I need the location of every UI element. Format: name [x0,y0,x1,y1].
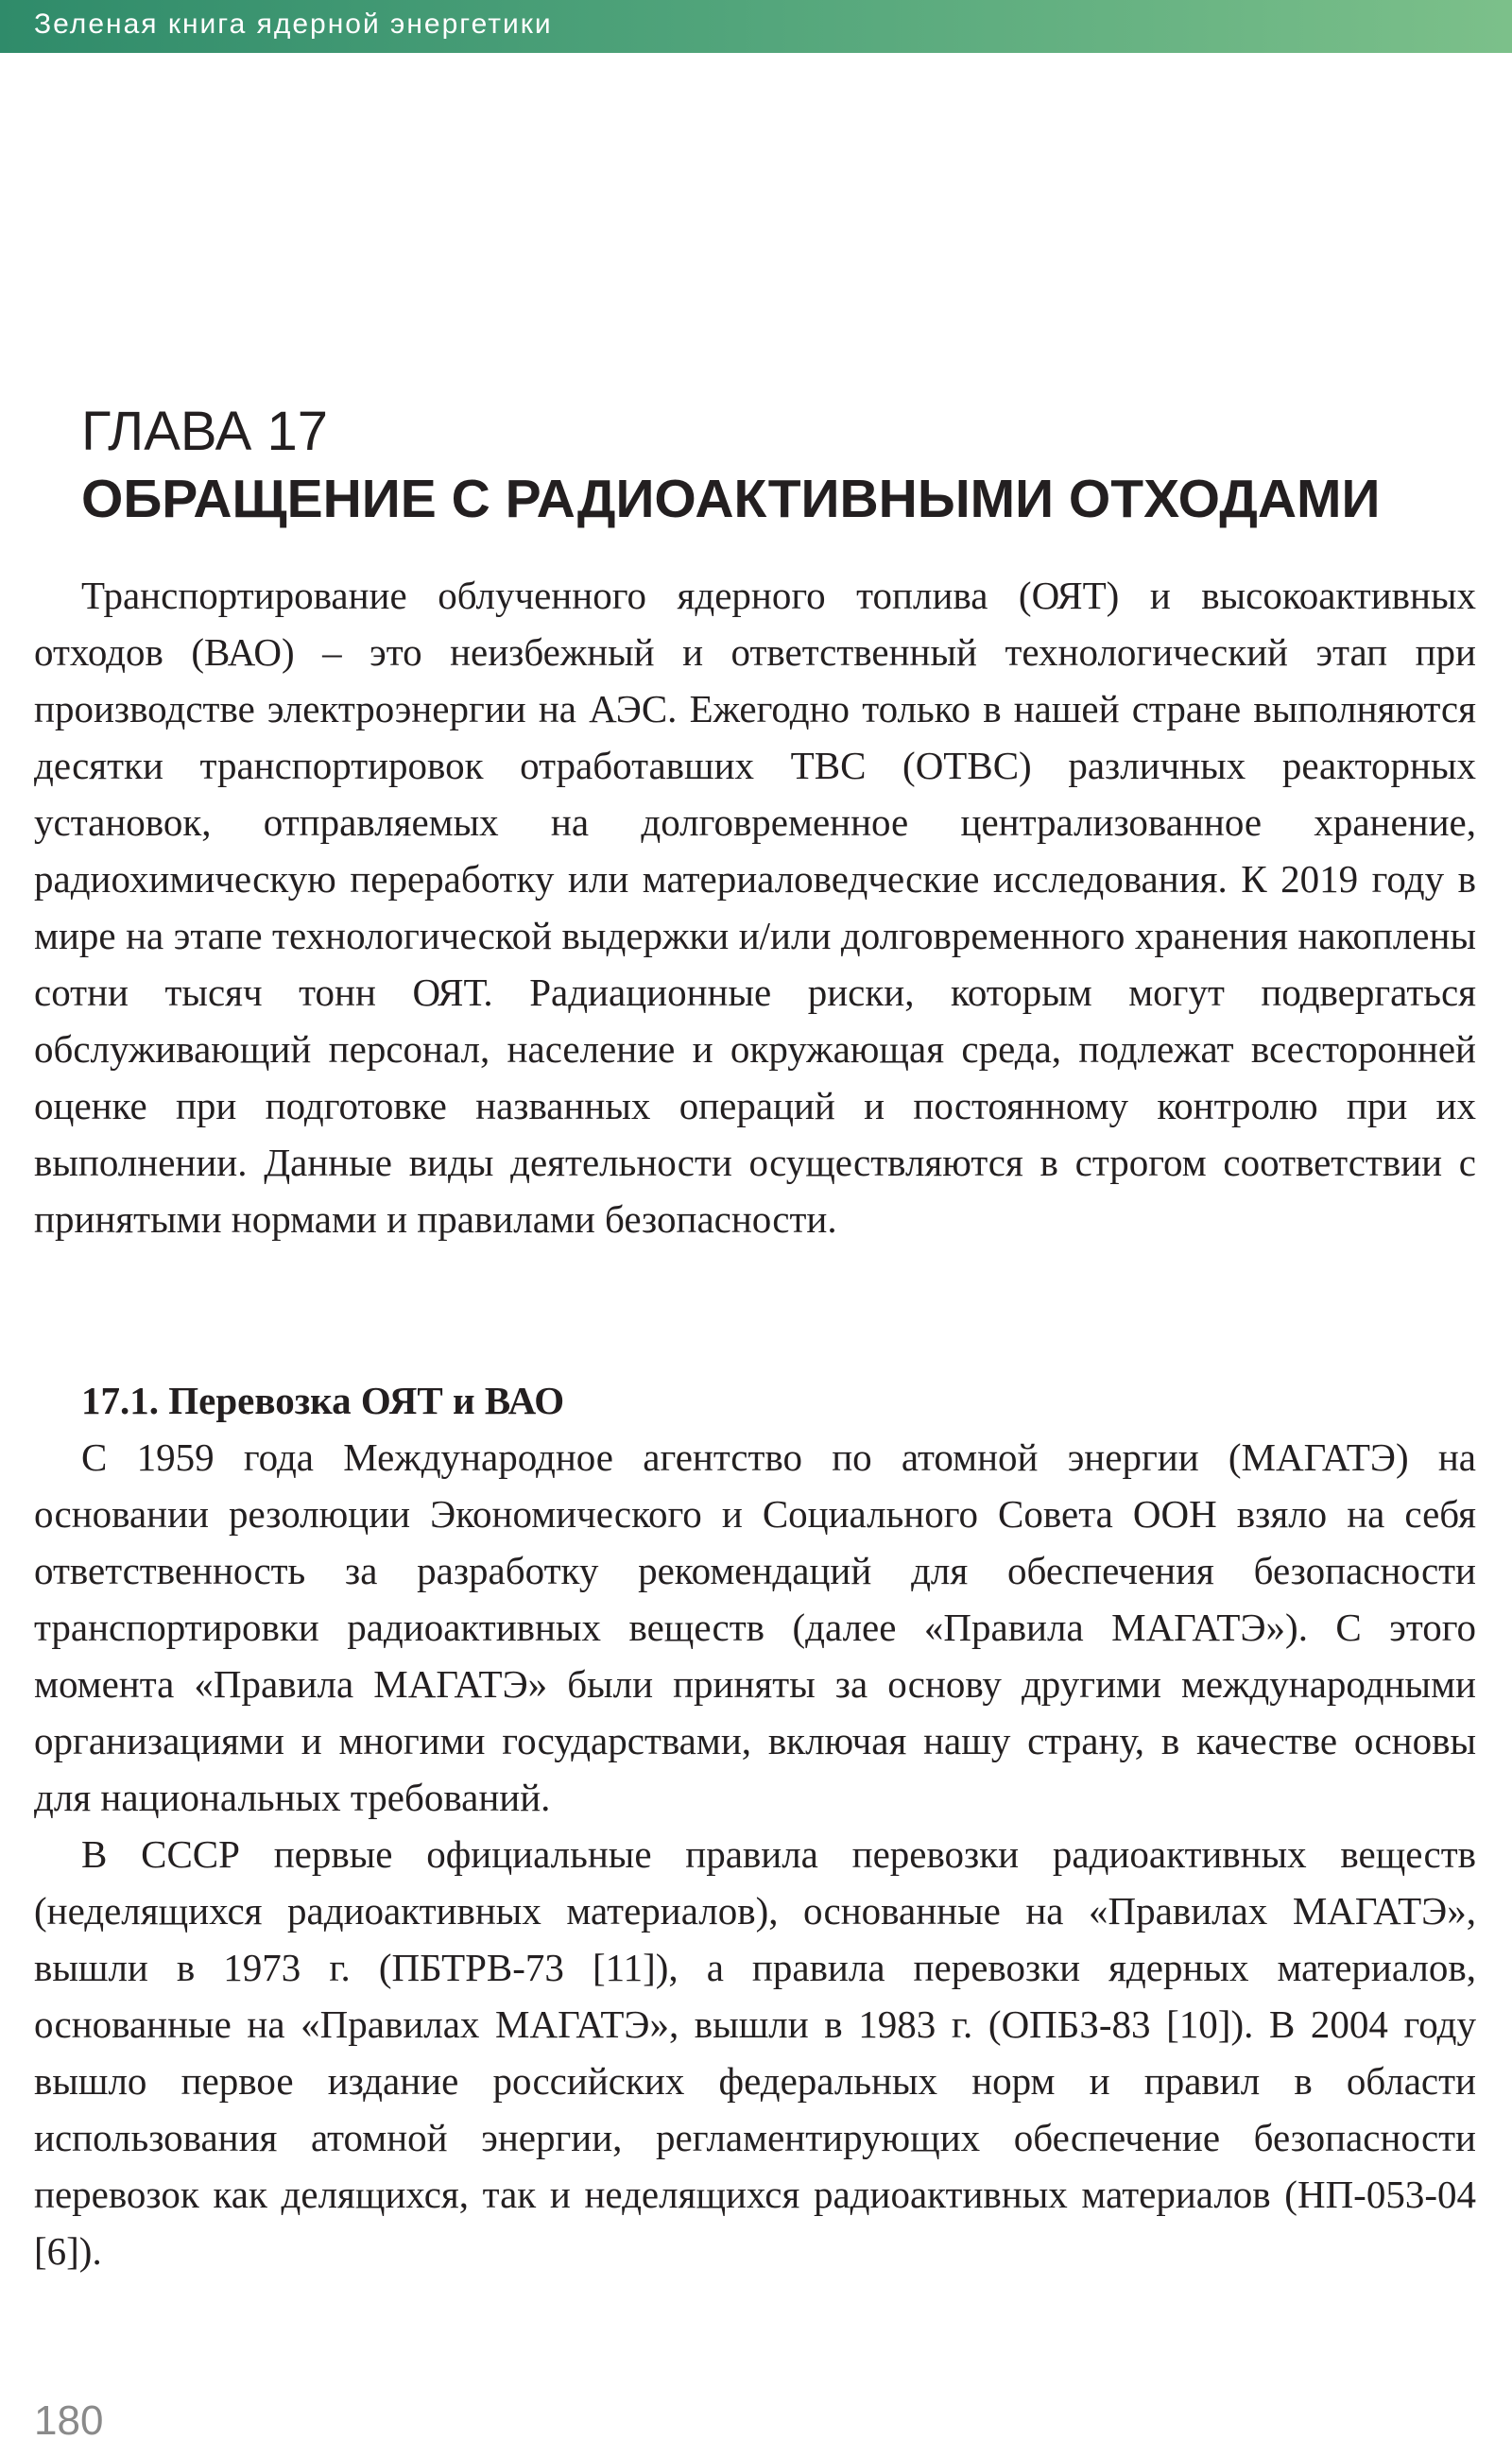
section-paragraph: В СССР первые официальные правила перевозки радиоактивных веществ (неделящихся радиоактивных материалов), основанные на «Правилах МАГАТЭ», вышли в 1973 г. (ПБТРВ-73 [11]), а правила перевозки ядерных материалов, основанные на «Правилах МАГАТЭ», вышли в 1983 г. (ОПБЗ-83 [10]). В 2004 году вышло первое издание российских федеральных норм и правил в области использования атомной энергии, регламентирующих обеспечение безопасности перевозок как делящихся, так и неделящихся радиоактивных материалов (НП-053-04 [6]). [34,1832,1476,2273]
section-paragraph-block-2 [34,1826,1476,2279]
intro-paragraph: Транспортирование облученного ядерного топлива (ОЯТ) и высокоактивных отходов (ВАО) – это неизбежный и ответственный технологический этап при производстве электроэнергии на АЭС. Ежегодно только в нашей стране выполняются десятки транспортировок отработавших ТВС (ОТВС) различных реакторных установок, отправляемых на долговременное централизованное хранение, радиохимическую переработку или материаловедческие исследования. К 2019 году в мире на этапе технологической выдержки и/или долговременного хранения накоплены сотни тысяч тонн ОЯТ. Радиационные риски, которым могут подвергаться обслуживающий персонал, население и окружающая среда, подлежат всесторонней оценке при подготовке названных операций и постоянному контролю при их выполнении. Данные виды деятельности осуществляются в строгом соответствии с принятыми нормами и правилами безопасности. [34,574,1476,1241]
intro-paragraph-block [34,567,1476,1247]
chapter-title: ОБРАЩЕНИЕ С РАДИОАКТИВНЫМИ ОТХОДАМИ [81,469,1381,529]
running-header-band [0,0,1512,53]
section-paragraph-block-1 [34,1429,1476,1826]
chapter-label: ГЛАВА 17 [81,401,328,462]
section-heading: 17.1. Перевозка ОЯТ и ВАО [81,1379,565,1422]
section-paragraph: С 1959 года Международное агентство по атомной энергии (МАГАТЭ) на основании резолюции Экономического и Социального Совета ООН взяло на себя ответственность за разработку рекомендаций для обеспечения безопасности транспортировки радиоактивных веществ (далее «Правила МАГАТЭ»). С этого момента «Правила МАГАТЭ» были приняты за основу другими международными организациями и многими государствами, включая нашу страну, в качестве основы для национальных требований. [34,1435,1476,1819]
running-header-title: Зеленая книга ядерной энергетики [34,9,553,40]
page-number: 180 [34,2397,104,2444]
